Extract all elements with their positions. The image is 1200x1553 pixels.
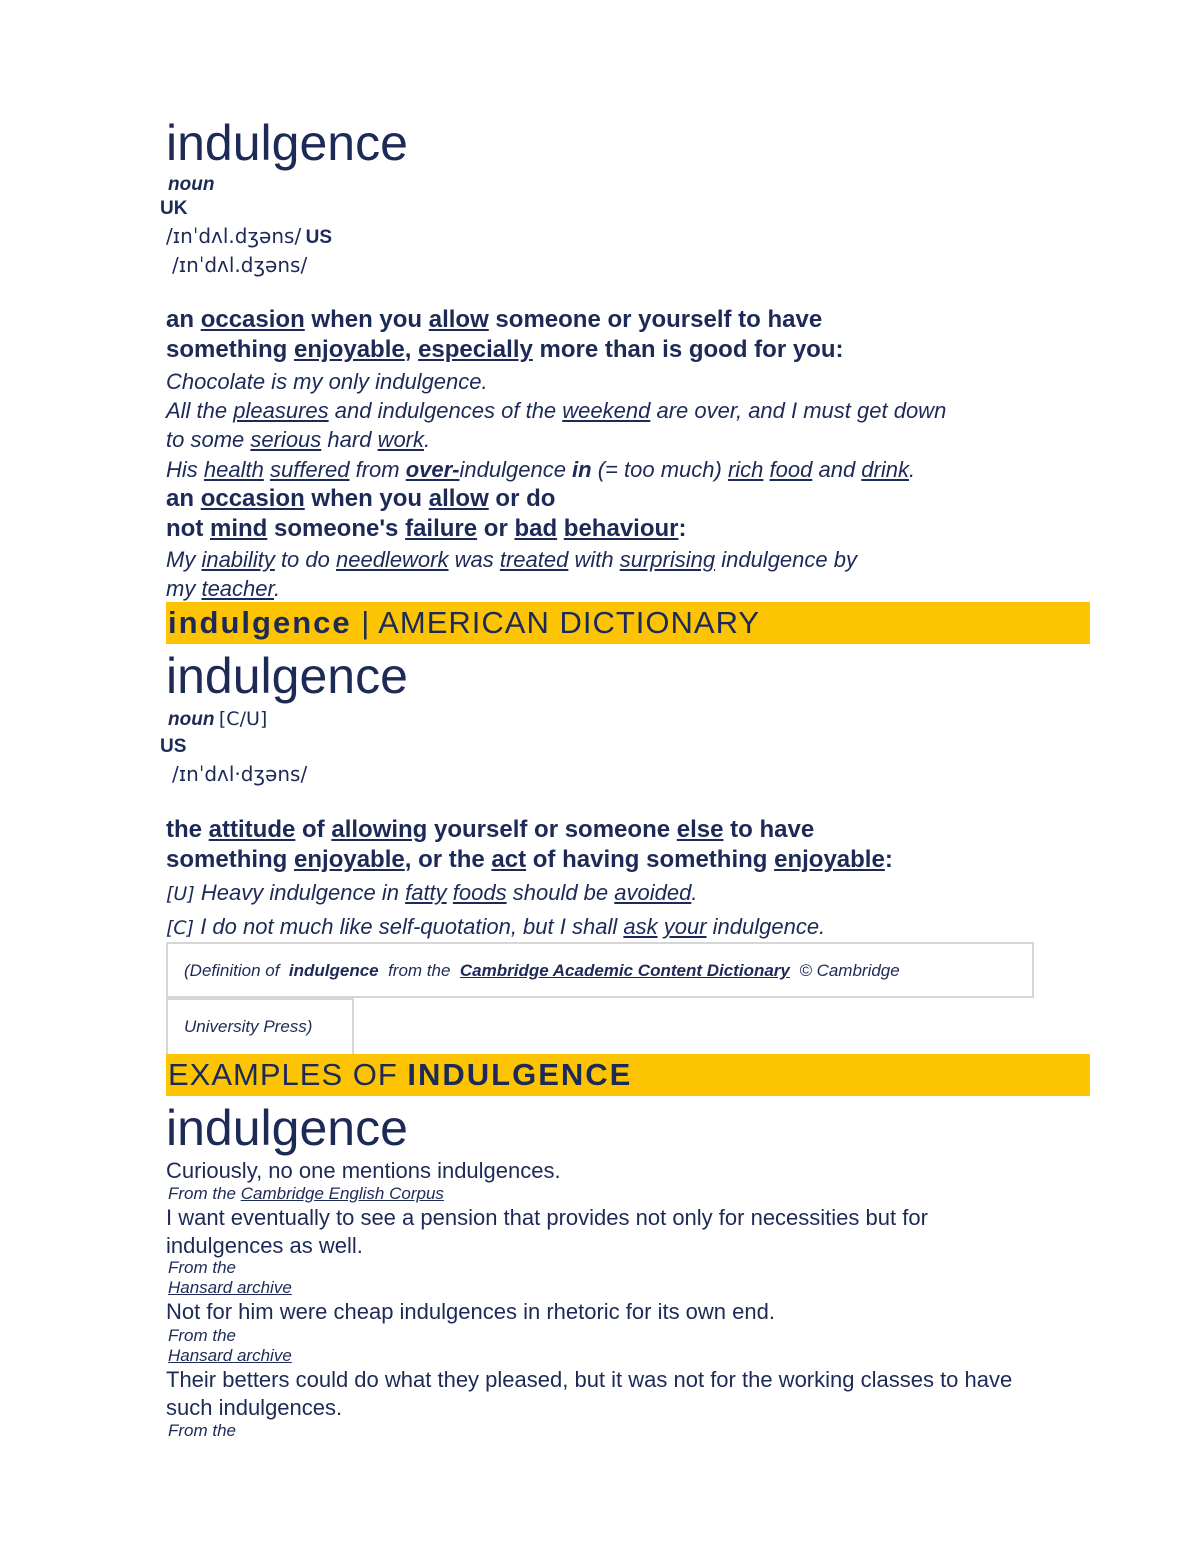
text-run: indulgence.	[706, 914, 826, 939]
text-run: an	[166, 485, 201, 512]
definition	[166, 815, 893, 875]
dictionary-link[interactable]: your	[663, 914, 707, 939]
text-run: my	[166, 576, 202, 601]
text-run: from	[349, 457, 406, 482]
dictionary-link[interactable]: occasion	[200, 485, 305, 512]
dictionary-link[interactable]: allowing	[331, 816, 428, 843]
dictionary-link[interactable]: failure	[405, 515, 478, 542]
example-sentence	[166, 545, 857, 603]
text-run: someone or yourself to have	[488, 306, 823, 333]
dictionary-link[interactable]: avoided	[614, 880, 692, 905]
dictionary-link[interactable]: suffered	[269, 457, 350, 482]
dictionary-link[interactable]: work	[377, 427, 425, 452]
bar-headword: indulgence	[168, 605, 352, 640]
text-run: Chocolate is my only indulgence.	[166, 369, 488, 394]
text-run: to some	[166, 427, 251, 452]
text-run: I do not much like self-quotation, but I shall	[194, 914, 624, 939]
text-run: the	[166, 816, 209, 843]
american-dictionary-header	[166, 602, 1090, 644]
source-link[interactable]: Cambridge English Corpus	[240, 1184, 444, 1203]
headword: indulgence	[166, 1100, 408, 1156]
text-run: :	[678, 515, 687, 542]
dictionary-link[interactable]: serious	[250, 427, 322, 452]
from-label: From the	[168, 1326, 237, 1345]
bar-separator: |	[351, 605, 379, 640]
source-link[interactable]: Hansard archive	[168, 1346, 292, 1365]
text-run: .	[424, 427, 431, 452]
dictionary-link[interactable]: ask	[623, 914, 658, 939]
dictionary-link[interactable]: Cambridge Academic Content Dictionary	[459, 961, 790, 980]
text-run: .	[691, 880, 698, 905]
dictionary-link[interactable]: health	[203, 457, 264, 482]
dictionary-link[interactable]: especially	[418, 336, 533, 363]
dictionary-link[interactable]: pleasures	[233, 398, 329, 423]
dictionary-link[interactable]: food	[769, 457, 813, 482]
text-run: are over, and I must get down	[650, 398, 947, 423]
citation-text	[184, 961, 900, 981]
dictionary-link[interactable]: over-	[405, 457, 460, 482]
dictionary-link[interactable]: needlework	[335, 547, 449, 572]
text-run: yourself or someone	[427, 816, 677, 843]
text-run: with	[568, 547, 620, 572]
text-run: ,	[404, 336, 419, 363]
text-run: of having something	[526, 846, 775, 873]
us-region-label: US	[160, 736, 187, 757]
text-run: of	[295, 816, 332, 843]
text-run: indulgence	[288, 961, 379, 980]
bar-label: AMERICAN DICTIONARY	[378, 605, 761, 640]
grammar-code: [C/U]	[218, 708, 268, 730]
dictionary-link[interactable]: inability	[201, 547, 275, 572]
text-run: :	[884, 846, 893, 873]
dictionary-link[interactable]: fatty	[405, 880, 447, 905]
grammar-code: [U]	[166, 883, 195, 905]
uk-ipa: /ɪnˈdʌl.dʒəns/	[166, 224, 302, 248]
text-run: from the	[378, 961, 460, 980]
text-run: (= too much)	[591, 457, 728, 482]
citation-box-continued	[166, 998, 354, 1056]
text-run: something	[166, 846, 295, 873]
part-of-speech-line	[168, 708, 267, 731]
text-run: to do	[274, 547, 336, 572]
text-run: .	[274, 576, 281, 601]
text-run: and indulgences of the	[328, 398, 563, 423]
dictionary-link[interactable]: treated	[499, 547, 569, 572]
example-sentence	[166, 455, 915, 484]
examples-label: EXAMPLES OF	[168, 1057, 408, 1092]
uk-pronunciation	[166, 224, 332, 249]
us-ipa: /ɪnˈdʌl·dʒəns/	[172, 762, 308, 786]
dictionary-link[interactable]: allow	[428, 485, 489, 512]
text-run: indulgence by	[715, 547, 857, 572]
text-run: not	[166, 515, 210, 542]
text-run: Heavy indulgence in	[194, 880, 406, 905]
dictionary-link[interactable]: rich	[727, 457, 764, 482]
text-run: someone's	[267, 515, 406, 542]
text-run: © Cambridge	[789, 961, 900, 980]
text-run: an	[166, 306, 201, 333]
text-run: or do	[488, 485, 556, 512]
text-run: .	[908, 457, 916, 482]
headword: indulgence	[166, 648, 408, 704]
dictionary-link[interactable]: surprising	[619, 547, 716, 572]
citation-text: University Press)	[184, 1017, 313, 1036]
example-source	[168, 1184, 444, 1204]
dictionary-link[interactable]: weekend	[562, 398, 651, 423]
text-run: when you	[304, 485, 429, 512]
text-run: His	[166, 457, 204, 482]
example-sentence	[166, 878, 697, 909]
text-run: something	[166, 336, 295, 363]
dictionary-link[interactable]: behaviour	[563, 515, 679, 542]
corpus-example: Curiously, no one mentions indulgences.	[166, 1158, 561, 1183]
us-region-label: US	[305, 227, 333, 248]
grammar-code: [C]	[166, 917, 195, 939]
from-label: From the	[168, 1258, 237, 1277]
text-run: should be	[506, 880, 615, 905]
text-run: in	[572, 457, 592, 482]
from-label: From the	[168, 1184, 241, 1203]
text-run: when you	[304, 306, 429, 333]
text-run: All the	[166, 398, 234, 423]
dictionary-link[interactable]: enjoyable	[294, 336, 405, 363]
dictionary-link[interactable]: drink	[861, 457, 909, 482]
dictionary-link[interactable]: foods	[452, 880, 507, 905]
dictionary-link[interactable]: enjoyable	[294, 846, 405, 873]
us-ipa: /ɪnˈdʌl.dʒəns/	[172, 253, 308, 277]
dictionary-link[interactable]: attitude	[208, 816, 296, 843]
text-run	[557, 515, 564, 542]
corpus-example: I want eventually to see a pension that provides not only for necessities but for indulgences as well.	[166, 1205, 928, 1258]
citation-box	[166, 942, 1034, 998]
example-sentence	[166, 367, 488, 396]
dictionary-link[interactable]: occasion	[200, 306, 305, 333]
examples-word: INDULGENCE	[407, 1057, 633, 1092]
dictionary-link[interactable]: teacher	[201, 576, 275, 601]
dictionary-link[interactable]: act	[491, 846, 527, 873]
dictionary-link[interactable]: mind	[209, 515, 268, 542]
source-link[interactable]: Hansard archive	[168, 1278, 292, 1297]
text-run: or	[477, 515, 515, 542]
text-run: to have	[723, 816, 815, 843]
dictionary-link[interactable]: allow	[428, 306, 489, 333]
text-run: was	[448, 547, 500, 572]
text-run: My	[166, 547, 202, 572]
dictionary-link[interactable]: bad	[514, 515, 558, 542]
examples-header	[166, 1054, 1090, 1096]
example-sentence	[166, 912, 825, 943]
dictionary-link[interactable]: else	[676, 816, 724, 843]
definition	[166, 484, 687, 544]
dictionary-link[interactable]: enjoyable	[774, 846, 885, 873]
from-label: From the	[168, 1421, 237, 1440]
definition	[166, 305, 844, 365]
part-of-speech: noun	[168, 174, 215, 195]
example-sentence	[166, 396, 946, 454]
text-run: indulgence	[459, 457, 573, 482]
corpus-example: Their betters could do what they pleased, but it was not for the working classes to have such indulgences.	[166, 1367, 1013, 1420]
text-run: (Definition of	[184, 961, 289, 980]
part-of-speech: noun	[168, 709, 215, 730]
headword: indulgence	[166, 115, 408, 171]
text-run: hard	[321, 427, 378, 452]
text-run: and	[812, 457, 862, 482]
text-run: , or the	[404, 846, 492, 873]
uk-region-label: UK	[160, 198, 188, 219]
corpus-example: Not for him were cheap indulgences in rhetoric for its own end.	[166, 1299, 775, 1324]
text-run: more than is good for you:	[532, 336, 844, 363]
